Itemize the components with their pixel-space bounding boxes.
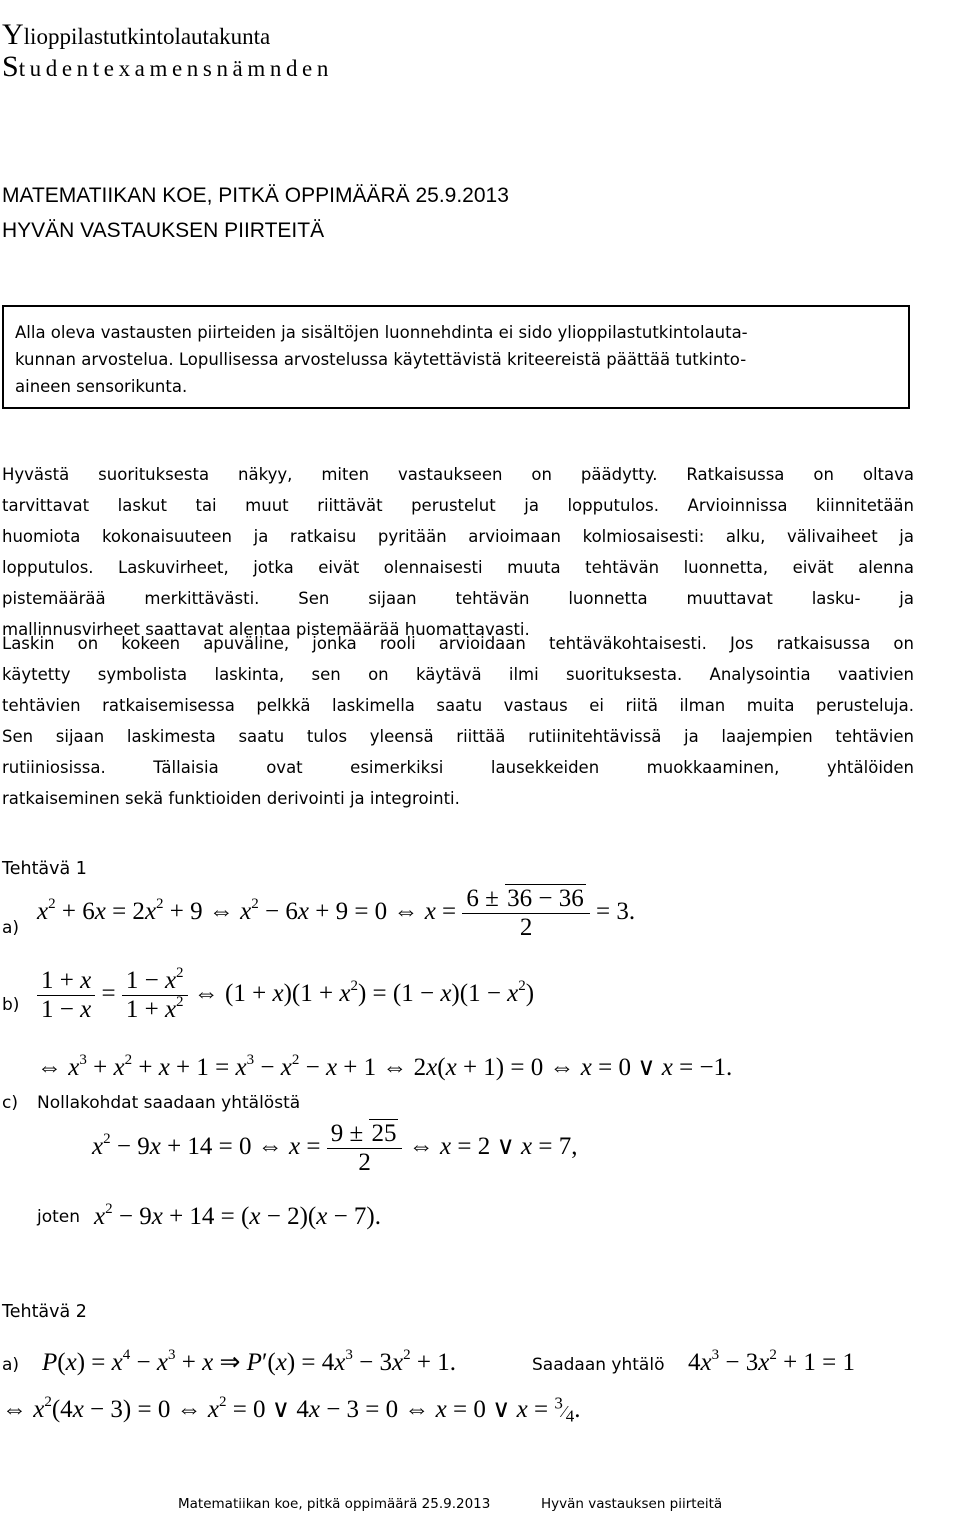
task-1a-label: a) bbox=[2, 918, 20, 938]
calculator-paragraph bbox=[2, 628, 914, 814]
paragraph-line: Hyvästä suorituksesta näkyy, miten vastaukseen on päädytty. Ratkaisussa on oltava bbox=[2, 465, 914, 484]
task-1b-equation: $\frac{1 + x}{1 - x}$ = $\frac{1 - x^2}{1 + x^2}$ ⇔ $(1 + x)(1 + x^2) = (1 - x)(1 - x^2)$ bbox=[37, 967, 534, 1024]
paragraph-line: mallinnusvirheet saattavat alentaa pistemäärää huomattavasti. bbox=[2, 620, 530, 639]
paragraph-line: tarvittavat laskut tai muut riittävät perustelut ja lopputulos. Arvioinnissa kiinnitetään bbox=[2, 496, 914, 515]
paragraph-line: Sen sijaan laskimesta saatu tulos yleensä riittää rutiinitehtävissä ja laajempien tehtävien bbox=[2, 727, 914, 746]
grading-paragraph bbox=[2, 459, 914, 645]
paragraph-line: ratkaiseminen sekä funktioiden derivointi ja integrointi. bbox=[2, 789, 460, 808]
task-1a-equation: $x^2 + 6x = 2x^2 + 9$ ⇔ $x^2 - 6x + 9 = 0$ ⇔ x = $\frac{6 \pm 36 - 36}{2}$ = 3. bbox=[37, 885, 636, 941]
task-1-heading: Tehtävä 1 bbox=[2, 859, 87, 879]
paragraph-line: pistemäärää merkittävästi. Sen sijaan tehtävän luonnetta muuttavat lasku- ja bbox=[2, 589, 914, 608]
footer-right: Hyvän vastauksen piirteitä bbox=[541, 1496, 723, 1512]
paragraph-line: Laskin on kokeen apuväline, jonka rooli arvioidaan tehtäväkohtaisesti. Jos ratkaisussa on bbox=[2, 634, 914, 653]
notice-line: kunnan arvostelua. Lopullisessa arvostelussa käytettävistä kriteereistä päättää tutkinto- bbox=[15, 350, 747, 369]
task-2a-text: Saadaan yhtälö bbox=[532, 1355, 665, 1375]
board-name-sv-rest: tudentexamensnämnden bbox=[18, 56, 333, 81]
paragraph-line: huomiota kokonaisuuteen ja ratkaisu pyritään arvioimaan kolmiosaisesti: alku, välivaiheet ja bbox=[2, 527, 914, 546]
notice-line: aineen sensorikunta. bbox=[15, 377, 188, 396]
paragraph-line: lopputulos. Laskuvirheet, jotka eivät olennaisesti muuta tehtävän luonnetta, eivät alenna bbox=[2, 558, 914, 577]
task-2a-equation: $P(x) = x^4 - x^3 + x$ ⇒ $P'(x) = 4x^3 - 3x^2 + 1$. bbox=[42, 1346, 456, 1376]
task-1b-equation-cont: ⇔ $x^3 + x^2 + x + 1 = x^3 - x^2 - x + 1$ ⇔ 2x(x + 1) = 0 ⇔ x = 0 ∨ x = −1. bbox=[37, 1051, 733, 1081]
task-1b-label: b) bbox=[2, 995, 20, 1015]
paragraph-line: käytetty symbolista laskinta, sen on käytävä ilmi suorituksesta. Analysointia vaativien bbox=[2, 665, 914, 684]
notice-line: Alla oleva vastausten piirteiden ja sisältöjen luonnehdinta ei sido ylioppilastutkintolauta- bbox=[15, 323, 748, 342]
exam-subtitle: HYVÄN VASTAUKSEN PIIRTEITÄ bbox=[2, 219, 325, 242]
board-name-fi-initial: Y bbox=[2, 18, 24, 51]
exam-title: MATEMATIIKAN KOE, PITKÄ OPPIMÄÄRÄ 25.9.2013 bbox=[2, 184, 509, 207]
board-name-sv-initial: S bbox=[2, 50, 19, 83]
paragraph-line: tehtävien ratkaisemisessa pelkkä laskimella saatu vastaus ei riitä ilman muita perusteluja. bbox=[2, 696, 914, 715]
task-1c-factorization: $x^2 - 9x + 14 = (x - 2)(x - 7)$. bbox=[94, 1200, 382, 1230]
task-2a-equation-cont: ⇔ $x^2(4x - 3) = 0$ ⇔ $x^2 = 0$ ∨ 4x − 3 = 0 ⇔ x = 0 ∨ $x = ^3⁄_4$. bbox=[2, 1393, 581, 1426]
task-1c-joten: joten bbox=[37, 1207, 81, 1227]
task-1c-equation: $x^2 - 9x + 14 = 0$ ⇔ x = $\frac{9 \pm 25}{2}$ ⇔ x = 2 ∨ x = 7, bbox=[92, 1120, 578, 1176]
board-name-fi-rest: lioppilastutkintolautakunta bbox=[23, 24, 271, 49]
task-2a-equation-derived: $4x^3 - 3x^2 + 1 = 1$ bbox=[688, 1346, 856, 1376]
task-1c-label: c) bbox=[2, 1093, 18, 1113]
footer-left: Matematiikan koe, pitkä oppimäärä 25.9.2013 bbox=[178, 1496, 491, 1512]
board-name-finnish bbox=[2, 18, 270, 52]
notice-box bbox=[2, 305, 910, 409]
board-name-swedish bbox=[2, 50, 333, 84]
task-2a-label: a) bbox=[2, 1355, 20, 1375]
task-2-heading: Tehtävä 2 bbox=[2, 1302, 87, 1322]
task-1c-text: Nollakohdat saadaan yhtälöstä bbox=[37, 1093, 301, 1113]
paragraph-line: rutiiniosissa. Tällaisia ovat esimerkiksi lausekkeiden muokkaaminen, yhtälöiden bbox=[2, 758, 914, 777]
